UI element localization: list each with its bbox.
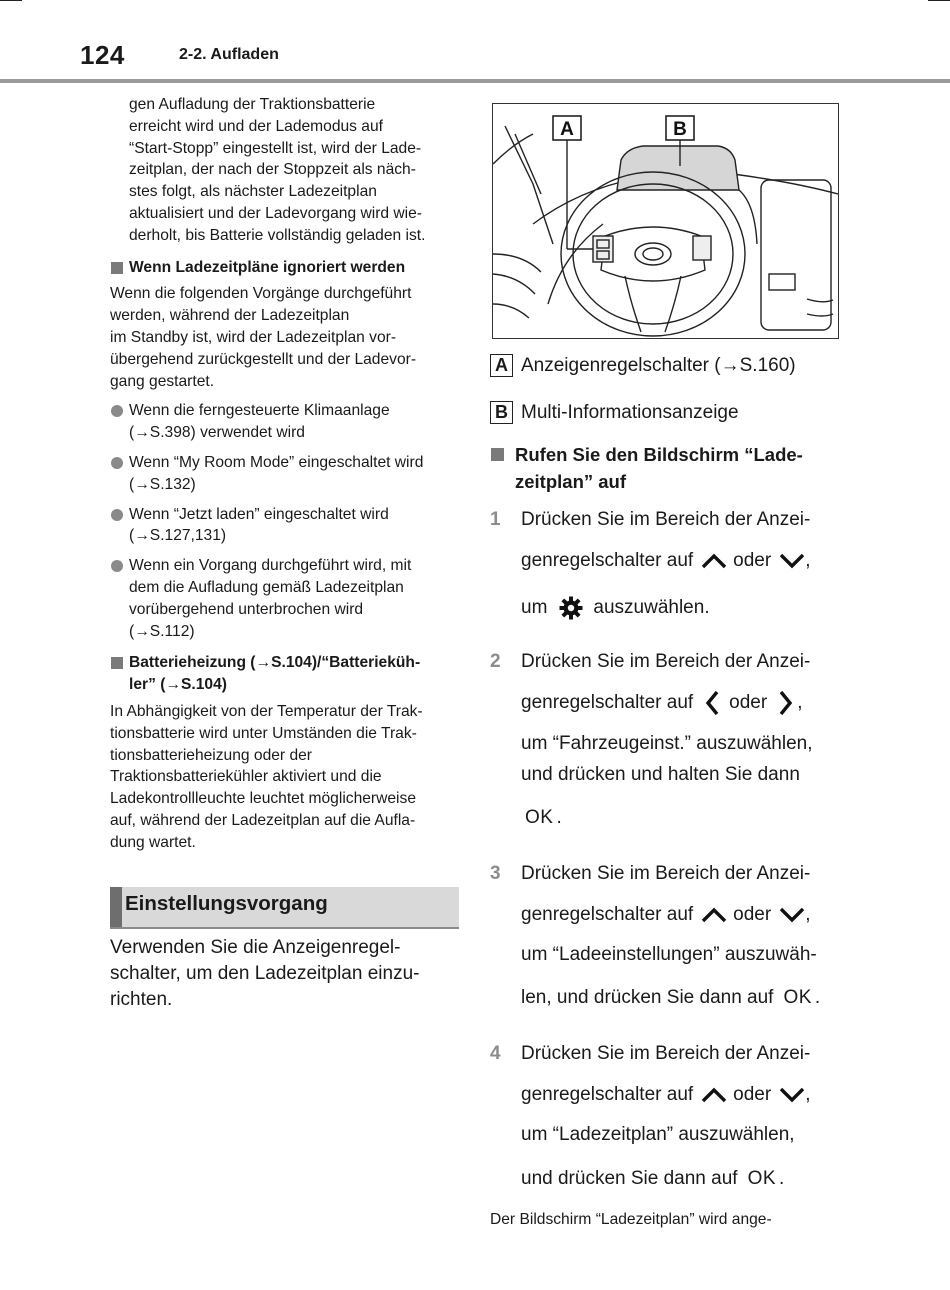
text-fragment: genregelschalter auf: [521, 1084, 694, 1105]
step-number: 4: [490, 1043, 501, 1064]
step-line: [521, 1084, 810, 1106]
chevron-up-icon: [701, 907, 727, 923]
text-line: zeitplan” auf: [515, 471, 627, 492]
text-line: werden, während der Ladezeitplan: [110, 307, 350, 325]
subheading-ignored-schedules: Wenn Ladezeitpläne ignoriert werden: [110, 257, 462, 279]
step-line: Drücken Sie im Bereich der Anzei-: [521, 1043, 811, 1064]
chevron-up-icon: [701, 1087, 727, 1103]
subheading-battery-heating: [110, 652, 462, 696]
step-line: um “Fahrzeugeinst.” auszuwählen,: [521, 733, 813, 754]
bullet-item: [110, 400, 462, 444]
text-fragment: .: [814, 987, 821, 1008]
text-line: dem die Aufladung gemäß Ladezeitplan: [129, 578, 404, 596]
text-line: (→S.398) verwendet wird: [129, 424, 305, 442]
text-line: gen Aufladung der Traktionsbatterie: [129, 96, 376, 113]
continuation-footer: Der Bildschirm “Ladezeitplan” wird ange-: [490, 1211, 772, 1228]
step-line: um “Ladeeinstellungen” auszuwäh-: [521, 944, 817, 965]
section-reference: 2-2. Aufladen: [179, 46, 279, 63]
step-line: [521, 807, 562, 829]
text-line: Wenn die folgenden Vorgänge durchgeführt: [110, 285, 412, 303]
text-fragment: oder: [733, 1084, 772, 1105]
text-line: (→S.127,131): [129, 527, 227, 545]
text-line: Ladekontrollleuchte leuchtet möglicherweise: [110, 790, 416, 808]
text-fragment: und drücken Sie dann auf: [521, 1168, 738, 1189]
bullet-item: [110, 555, 462, 642]
step-line: [521, 1168, 784, 1190]
text-line: gang gestartet.: [110, 372, 215, 390]
bullet-item: [110, 452, 462, 496]
text-line: aktualisiert und der Ladevorgang wird wie-: [129, 204, 422, 222]
callout-b: B: [673, 119, 687, 140]
text-line: ler” (→S.104): [129, 676, 227, 694]
text-line: Rufen Sie den Bildschirm “Lade-: [515, 444, 803, 465]
text-fragment: oder: [729, 692, 768, 713]
step-line: [521, 987, 820, 1009]
gear-icon: [559, 596, 583, 620]
step-line: [521, 550, 810, 572]
page-number: 124: [80, 40, 125, 70]
text-fragment: genregelschalter auf: [521, 692, 694, 713]
section-intro: [110, 935, 460, 1013]
text-fragment: genregelschalter auf: [521, 550, 694, 571]
legend-a: [490, 354, 796, 377]
section-heading-box: [110, 887, 459, 929]
chevron-left-icon: [705, 690, 719, 716]
legend-letter: A: [490, 354, 513, 377]
text-line: Wenn ein Vorgang durchgeführt wird, mit: [129, 557, 412, 575]
step-line: [521, 596, 710, 620]
text-line: schalter, um den Ladezeitplan einzu-: [110, 963, 420, 984]
text-line: richten.: [110, 989, 173, 1010]
text-line: (→S.132): [129, 475, 196, 493]
ok-button-symbol: OK: [747, 1168, 777, 1189]
legend-text: Anzeigenregelschalter (→S.160): [521, 354, 796, 376]
step-number: 2: [490, 651, 501, 672]
text-line: derholt, bis Batterie vollständig geladen ist.: [129, 226, 426, 244]
text-line: dung wartet.: [110, 833, 196, 851]
text-fragment: ,: [805, 1084, 811, 1105]
step-number: 3: [490, 863, 501, 884]
text-line: (→S.112): [129, 622, 195, 640]
text-line: tionsbatterie wird unter Umständen die Trak-: [110, 724, 417, 742]
callout-a: A: [560, 119, 574, 140]
section-title: Einstellungsvorgang: [125, 892, 328, 915]
paragraph-ignored: [110, 283, 462, 392]
text-fragment: um: [521, 597, 548, 618]
text-line: Wenn “My Room Mode” eingeschaltet wird: [129, 453, 424, 471]
chevron-down-icon: [779, 907, 805, 923]
text-fragment: genregelschalter auf: [521, 904, 694, 925]
text-fragment: ,: [805, 904, 811, 925]
chevron-down-icon: [779, 1087, 805, 1103]
text-fragment: auszuwählen.: [593, 597, 710, 618]
text-fragment: .: [556, 807, 562, 828]
page-header: [0, 0, 950, 86]
text-line: “Start-Stopp” eingestellt ist, wird der Lade-: [129, 139, 422, 157]
chevron-up-icon: [701, 553, 727, 569]
ok-button-symbol: OK: [783, 987, 812, 1008]
chevron-right-icon: [779, 690, 793, 716]
left-column: [110, 94, 462, 854]
text-line: Verwenden Sie die Anzeigenregel-: [110, 937, 401, 958]
bullet-item: [110, 504, 462, 548]
text-line: zeitplan, der nach der Stoppzeit als näch-: [129, 161, 416, 179]
text-line: Batterieheizung (→S.104)/“Batterieküh-: [129, 654, 421, 672]
continuation-paragraph: [110, 94, 462, 247]
step-line: um “Ladezeitplan” auszuwählen,: [521, 1124, 795, 1145]
legend-letter: B: [490, 401, 513, 424]
text-line: vorübergehend unterbrochen wird: [129, 600, 364, 618]
text-line: tionsbatterieheizung oder der: [110, 746, 312, 764]
ok-button-symbol: OK: [525, 807, 554, 828]
text-line: übergehend zurückgestellt und der Ladevor-: [110, 350, 417, 368]
chevron-down-icon: [779, 553, 805, 569]
text-line: Wenn “Jetzt laden” eingeschaltet wird: [129, 505, 389, 523]
step-line: Drücken Sie im Bereich der Anzei-: [521, 651, 811, 672]
text-line: auf, während der Ladezeitplan auf die Aufla-: [110, 811, 416, 829]
step-line: Drücken Sie im Bereich der Anzei-: [521, 509, 811, 530]
steering-wheel-drawing: [493, 104, 838, 338]
header-rule: [0, 79, 950, 83]
text-line: erreicht wird und der Lademodus auf: [129, 117, 383, 135]
step-line: [521, 904, 810, 926]
text-line: stes folgt, als nächster Ladezeitplan: [129, 183, 377, 201]
text-line: Traktionsbatteriekühler aktiviert und die: [110, 768, 382, 786]
text-line: Wenn die ferngesteuerte Klimaanlage: [129, 402, 390, 420]
paragraph-battery-heating: [110, 701, 462, 854]
text-fragment: .: [779, 1168, 785, 1189]
text-line: In Abhängigkeit von der Temperatur der Trak-: [110, 702, 423, 720]
text-fragment: ,: [805, 550, 811, 571]
legend-text: Multi-Informationsanzeige: [521, 401, 739, 423]
text-fragment: oder: [733, 550, 772, 571]
step-line: Drücken Sie im Bereich der Anzei-: [521, 863, 811, 884]
text-fragment: ,: [797, 692, 803, 713]
text-line: im Standby ist, wird der Ladezeitplan vor-: [110, 328, 397, 346]
text-fragment: oder: [733, 904, 772, 925]
legend-b: [490, 401, 739, 424]
step-line: [521, 690, 802, 716]
step-number: 1: [490, 509, 501, 530]
subheading-open-schedule: [490, 441, 855, 495]
dashboard-illustration: [492, 103, 839, 339]
text-fragment: len, und drücken Sie dann auf: [521, 987, 774, 1008]
step-line: und drücken und halten Sie dann: [521, 764, 800, 785]
section-heading-bar: [110, 887, 122, 927]
